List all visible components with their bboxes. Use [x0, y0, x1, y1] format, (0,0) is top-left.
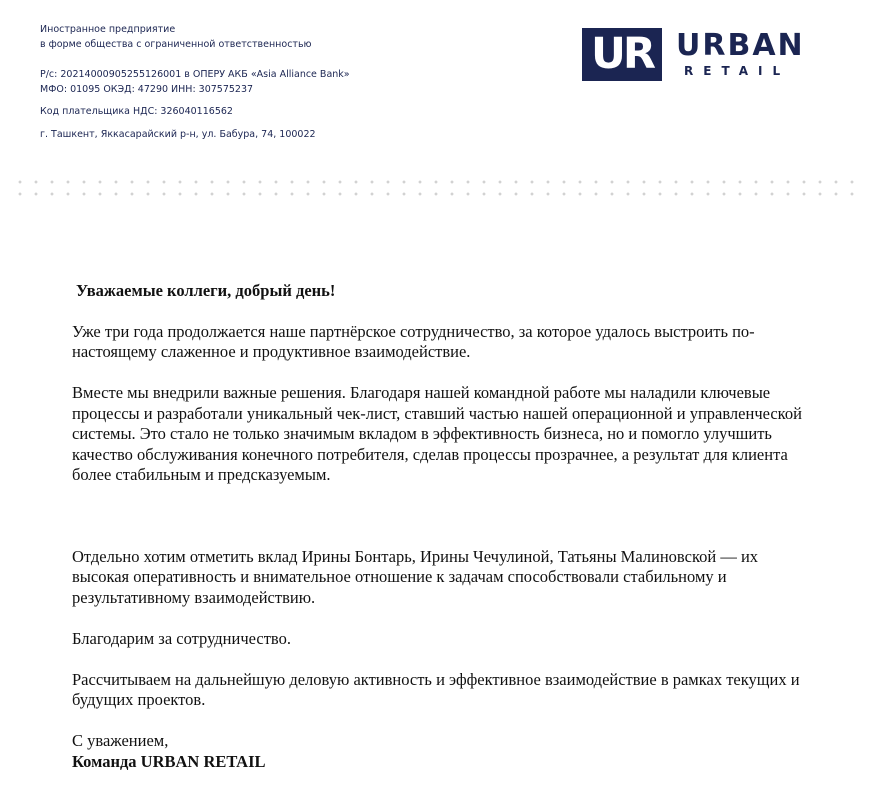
bank-codes: МФО: 01095 ОКЭД: 47290 ИНН: 307575237	[40, 84, 254, 96]
paragraph-5: Рассчитываем на дальнейшую деловую активность и эффективное взаимодействие в рамках текущих и будущих проектов.	[72, 669, 800, 709]
logo-name: URBAN	[676, 28, 805, 63]
logo-wordmark	[676, 28, 805, 78]
paragraph-2: Вместе мы внедрили важные решения. Благодаря нашей командной работе мы наладили ключевые процессы и разработали уникальный чек-лист, ставший частью нашей операционной и управленческой системы. Это стало не только значимым вкладом в эффективность бизнеса, но и помогло улучшить качество обслуживания конечного потребителя, сделав процессы прозрачнее, а результат для клиента более стабильным и предсказуемым.	[72, 383, 802, 484]
company-details	[40, 24, 500, 141]
legal-form-line-2: в форме общества с ограниченной ответственностью	[40, 39, 312, 51]
logo-subtitle: RETAIL	[684, 64, 791, 78]
greeting: Уважаемые коллеги, добрый день!	[76, 281, 336, 300]
legal-form-line-1: Иностранное предприятие	[40, 24, 176, 35]
urban-retail-logo	[582, 28, 805, 81]
bank-account: Р/с: 2021400090525512600​1 в ОПЕРУ АКБ «Asia Alliance Bank»	[40, 68, 350, 80]
logo-mark: UR	[582, 28, 662, 81]
paragraph-4: Благодарим за сотрудничество.	[72, 628, 291, 648]
signature: Команда URBAN RETAIL	[72, 751, 266, 771]
vat-code: Код плательщика НДС: 326040116562	[40, 106, 233, 118]
paragraph-3: Отдельно хотим отметить вклад Ирины Бонтарь, Ирины Чечулиной, Татьяны Малиновской — их высокая оперативность и внимательное отношение к задачам способствовали стабильному и результативному взаимодействию.	[72, 546, 759, 607]
paragraph-1: Уже три года продолжается наше партнёрское сотрудничество, за которое удалось выстроить по-настоящему слаженное и продуктивное взаимодействие.	[72, 321, 755, 361]
company-address: г. Ташкент, Яккасарайский р-н, ул. Бабура, 74, 100022	[40, 128, 316, 140]
letter-body	[72, 281, 812, 772]
dotted-divider	[12, 176, 862, 200]
closing: С уважением,	[72, 731, 169, 750]
